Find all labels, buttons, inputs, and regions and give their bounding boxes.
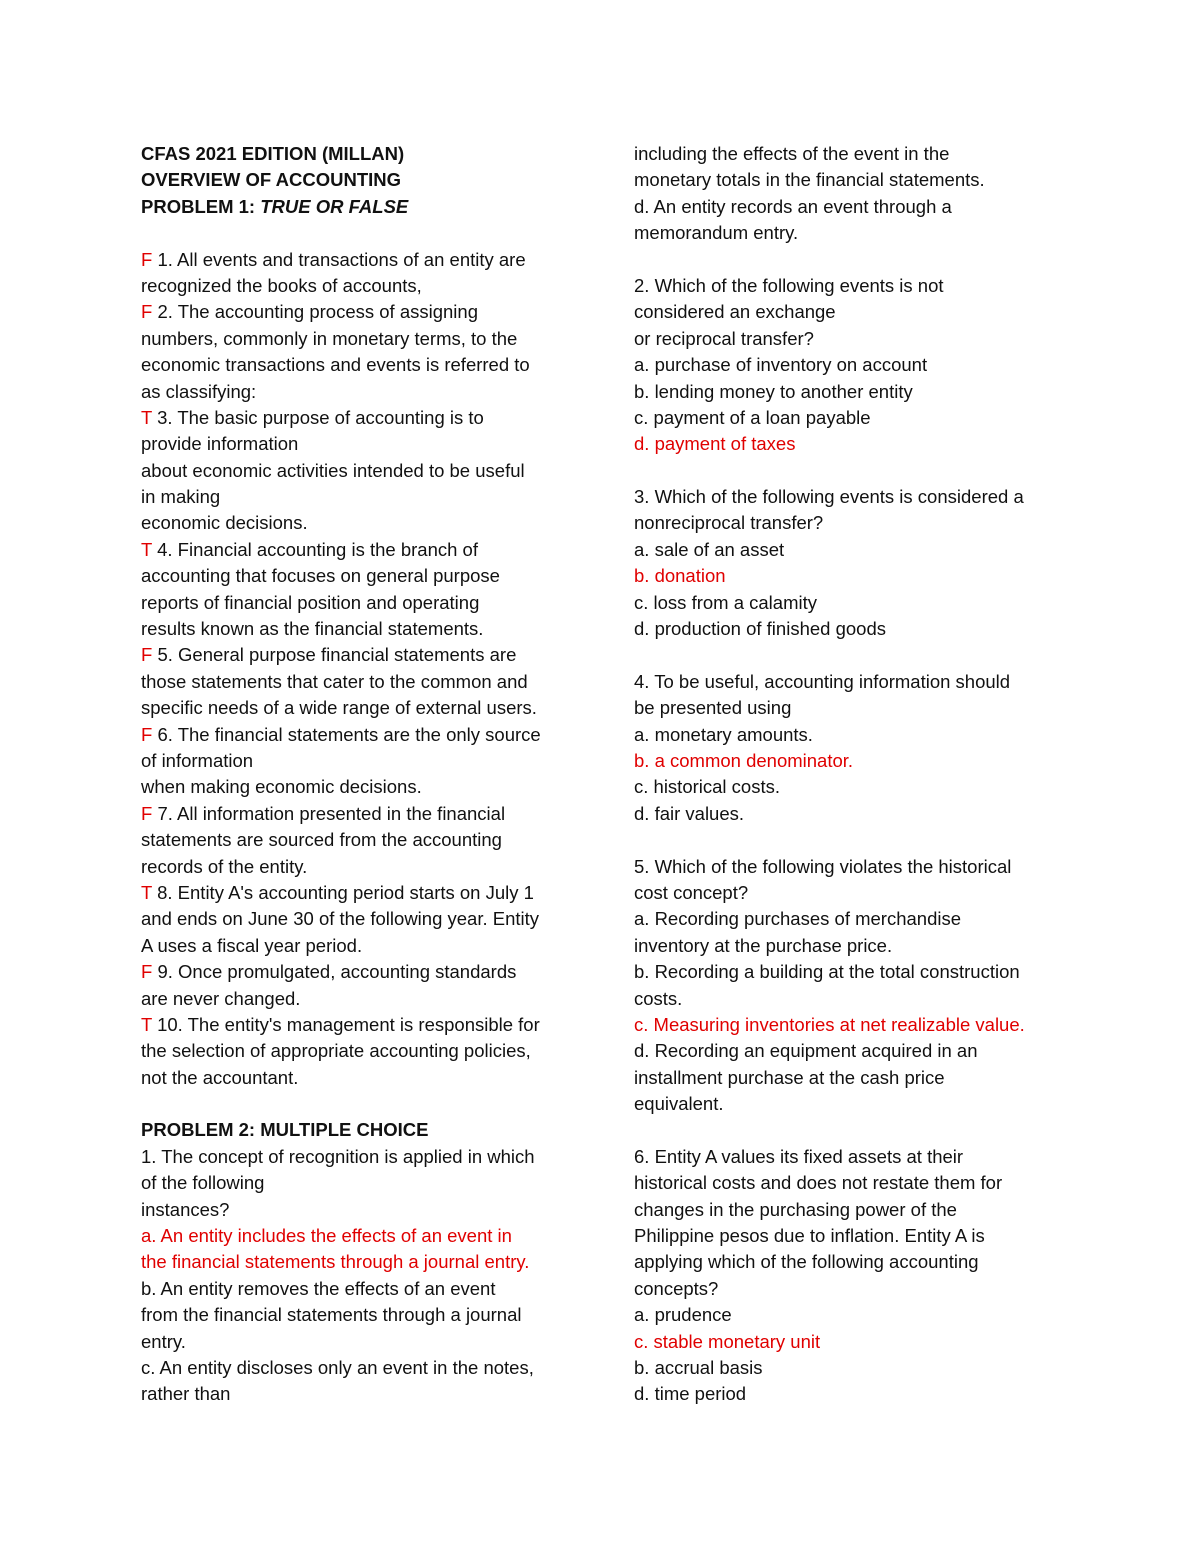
tf-item-4-line: T 4. Financial accounting is the branch of [141, 538, 478, 560]
mc-q1-choice-b: entry. [141, 1330, 186, 1352]
tf-item-3-line: about economic activities intended to be useful [141, 459, 525, 481]
mc-q1-choice-c: c. An entity discloses only an event in the notes, [141, 1356, 534, 1378]
tf-item-6-line: F 6. The financial statements are the only source [141, 723, 541, 745]
tf-item-8-line: A uses a fiscal year period. [141, 934, 363, 956]
tf-item-2-line: as classifying: [141, 380, 257, 402]
problem2-heading: PROBLEM 2: MULTIPLE CHOICE [141, 1119, 429, 1141]
tf-answer: T [141, 1013, 152, 1035]
tf-item-3-line: economic decisions. [141, 512, 308, 534]
problem1-heading-prefix: PROBLEM 1: [141, 195, 261, 217]
tf-item-3-line: T 3. The basic purpose of accounting is to [141, 406, 484, 428]
tf-answer: F [141, 644, 153, 666]
mc-q4-question: be presented using [634, 697, 792, 719]
tf-item-8-line: T 8. Entity A's accounting period starts on July 1 [141, 881, 534, 903]
mc-q5-choice-c-answer: c. Measuring inventories at net realizable value. [634, 1013, 1025, 1035]
tf-item-2-line: economic transactions and events is referred to [141, 354, 530, 376]
mc-q2-question: 2. Which of the following events is not [634, 274, 944, 296]
mc-q3-choice-d: d. production of finished goods [634, 618, 886, 640]
mc-q1-choice-b: from the financial statements through a journal [141, 1304, 522, 1326]
tf-answer: T [141, 406, 152, 428]
tf-item-10-line: not the accountant. [141, 1066, 299, 1088]
tf-item-3-line: provide information [141, 433, 299, 455]
tf-item-7-line: records of the entity. [141, 855, 308, 877]
problem1-heading [141, 194, 581, 220]
mc-q6-question: changes in the purchasing power of the [634, 1198, 957, 1220]
mc-q4-choice-b-answer: b. a common denominator. [634, 749, 854, 771]
tf-answer: F [141, 961, 153, 983]
mc-q4-choice-c: c. historical costs. [634, 776, 780, 798]
mc-q2-choice-a: a. purchase of inventory on account [634, 354, 928, 376]
mc-q5-question: cost concept? [634, 881, 749, 903]
mc-q3-choice-b-answer: b. donation [634, 565, 726, 587]
tf-item-8-line: and ends on June 30 of the following year. Entity [141, 908, 540, 930]
mc-q5-choice-d: installment purchase at the cash price [634, 1066, 945, 1088]
tf-item-7-line: statements are sourced from the accounting [141, 829, 502, 851]
mc-q3-choice-a: a. sale of an asset [634, 538, 785, 560]
tf-item-2-line: numbers, commonly in monetary terms, to the [141, 327, 518, 349]
mc-q4-choice-a: a. monetary amounts. [634, 723, 813, 745]
tf-item-6-line: when making economic decisions. [141, 776, 422, 798]
mc-q1-choice-a-answer: a. An entity includes the effects of an event in [141, 1225, 512, 1247]
mc-q1-choice-d: memorandum entry. [634, 222, 799, 244]
tf-item-4-line: reports of financial position and operating [141, 591, 480, 613]
tf-item-4-line: accounting that focuses on general purpose [141, 565, 500, 587]
mc-q6-question: applying which of the following accounting [634, 1251, 979, 1273]
mc-q5-choice-b: b. Recording a building at the total construction [634, 961, 1020, 983]
mc-q3-question: 3. Which of the following events is considered a [634, 486, 1024, 508]
mc-q2-choice-d-answer: d. payment of taxes [634, 433, 796, 455]
mc-q5-choice-d: d. Recording an equipment acquired in an [634, 1040, 978, 1062]
mc-q4-question: 4. To be useful, accounting information should [634, 670, 1011, 692]
document-title: CFAS 2021 EDITION (MILLAN) [141, 143, 405, 164]
mc-q1-choice-b: b. An entity removes the effects of an event [141, 1277, 496, 1299]
tf-item-1-line: F 1. All events and transactions of an entity are [141, 248, 526, 270]
mc-q2-question: considered an exchange [634, 301, 836, 323]
mc-q1-choice-c: monetary totals in the financial statements. [634, 169, 985, 191]
tf-answer: F [141, 248, 153, 270]
mc-q3-choice-c: c. loss from a calamity [634, 591, 817, 613]
tf-item-1-line: recognized the books of accounts, [141, 274, 422, 296]
left-column [141, 141, 581, 1408]
tf-item-4-line: results known as the financial statements. [141, 618, 484, 640]
mc-q2-question: or reciprocal transfer? [634, 327, 814, 349]
mc-q6-question: 6. Entity A values its fixed assets at their [634, 1145, 964, 1167]
mc-q6-question: concepts? [634, 1277, 719, 1299]
mc-q2-choice-b: b. lending money to another entity [634, 380, 913, 402]
mc-q6-choice-b: b. accrual basis [634, 1356, 763, 1378]
mc-q1-choice-a-answer: the financial statements through a journal entry. [141, 1251, 530, 1273]
mc-q3-question: nonreciprocal transfer? [634, 512, 824, 534]
mc-q1-choice-d: d. An entity records an event through a [634, 195, 952, 217]
tf-item-5-line: specific needs of a wide range of external users. [141, 697, 537, 719]
mc-q1-question: 1. The concept of recognition is applied in which [141, 1145, 535, 1167]
tf-answer: F [141, 802, 153, 824]
tf-item-10-line: T 10. The entity's management is responsible for [141, 1013, 540, 1035]
mc-q5-choice-a: inventory at the purchase price. [634, 934, 893, 956]
mc-q6-choice-d: d. time period [634, 1383, 747, 1405]
mc-q6-choice-c-answer: c. stable monetary unit [634, 1330, 821, 1352]
mc-q1-choice-c: including the effects of the event in the [634, 143, 950, 164]
tf-item-7-line: F 7. All information presented in the financial [141, 802, 506, 824]
mc-q6-question: historical costs and does not restate them for [634, 1172, 1003, 1194]
mc-q5-choice-b: costs. [634, 987, 683, 1009]
tf-item-5-line: those statements that cater to the common and [141, 670, 528, 692]
tf-answer: F [141, 301, 153, 323]
tf-item-2-line: F 2. The accounting process of assigning [141, 301, 478, 323]
mc-q4-choice-d: d. fair values. [634, 802, 745, 824]
mc-q1-choice-c: rather than [141, 1383, 231, 1405]
problem1-heading-suffix: TRUE OR FALSE [260, 195, 409, 217]
mc-q2-choice-c: c. payment of a loan payable [634, 406, 871, 428]
tf-answer: T [141, 881, 152, 903]
right-column [634, 141, 1074, 1408]
mc-q5-choice-d: equivalent. [634, 1093, 724, 1115]
mc-q6-question: Philippine pesos due to inflation. Entity A is [634, 1225, 985, 1247]
mc-q5-question: 5. Which of the following violates the historical [634, 855, 1012, 877]
tf-item-10-line: the selection of appropriate accounting policies, [141, 1040, 531, 1062]
tf-item-9-line: F 9. Once promulgated, accounting standards [141, 961, 517, 983]
tf-item-3-line: in making [141, 486, 221, 508]
document-subtitle: OVERVIEW OF ACCOUNTING [141, 169, 402, 191]
tf-item-5-line: F 5. General purpose financial statements are [141, 644, 517, 666]
mc-q6-choice-a: a. prudence [634, 1304, 732, 1326]
tf-item-9-line: are never changed. [141, 987, 301, 1009]
tf-answer: T [141, 538, 152, 560]
tf-item-6-line: of information [141, 749, 254, 771]
mc-q1-question: of the following [141, 1172, 265, 1194]
mc-q1-question: instances? [141, 1198, 230, 1220]
mc-q5-choice-a: a. Recording purchases of merchandise [634, 908, 962, 930]
tf-answer: F [141, 723, 153, 745]
